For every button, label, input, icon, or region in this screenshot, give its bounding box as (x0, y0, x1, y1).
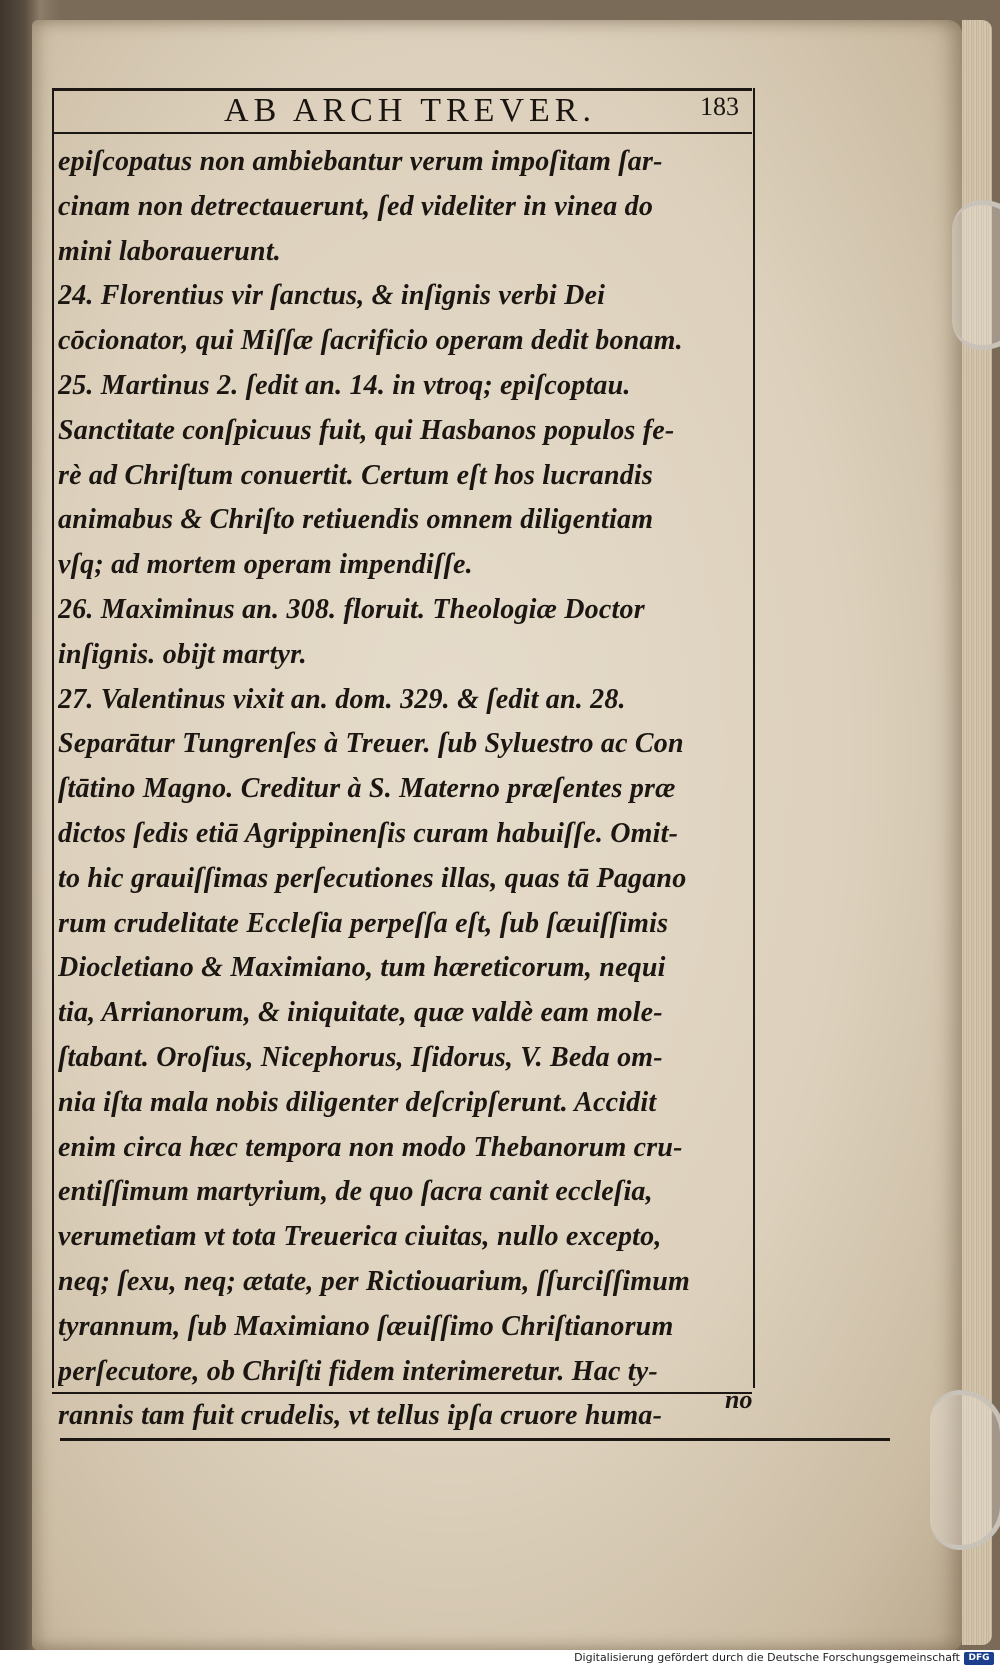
running-head: AB ARCH TREVER. (224, 92, 596, 129)
text-line: 26. Maximinus an. 308. floruit. Theologiæ Doctor (58, 593, 645, 625)
text-line: enim circa hæc tempora non modo Thebanorum cru- (58, 1131, 683, 1163)
text-line: tia, Arrianorum, & iniquitate, quæ valdè eam mole- (58, 997, 663, 1029)
header-rule (52, 132, 752, 134)
page-clip-top (952, 200, 1000, 350)
text-line: 27. Valentinus vixit an. dom. 329. & ſedit an. 28. (58, 683, 626, 715)
text-line: nia iſta mala nobis diligenter deſcripſerunt. Accidit (58, 1086, 657, 1118)
catchword: no (725, 1385, 753, 1414)
text-line: 25. Martinus 2. ſedit an. 14. in vtroq; epiſcoptau. (58, 369, 631, 401)
footer-credit: Digitalisierung gefördert durch die Deutsche Forschungsgemeinschaft (574, 1651, 960, 1664)
text-line: dictos ſedis etiā Agrippinenſis curam habuiſſe. Omit- (58, 817, 679, 849)
text-line: rè ad Chriſtum conuertit. Certum eſt hos lucrandis (58, 459, 653, 491)
text-line: cōcionator, qui Miſſæ ſacrificio operam dedit bonam. (58, 325, 683, 357)
text-line: rannis tam fuit crudelis, vt tellus ipſa cruore huma- (58, 1400, 663, 1432)
text-line: Separātur Tungrenſes à Treuer. ſub Syluestro ac Con (58, 728, 684, 760)
text-line: vſq; ad mortem operam impendiſſe. (58, 549, 473, 581)
frame-rule-top (52, 88, 752, 91)
folio-number: 183 (700, 92, 739, 121)
page-clip-bottom (930, 1390, 1000, 1550)
text-line: animabus & Chriſto retiuendis omnem diligentiam (58, 504, 654, 536)
text-line: ſtātino Magno. Creditur à S. Materno præſentes præ (58, 773, 676, 805)
text-line: Sanctitate conſpicuus fuit, qui Hasbanos populos fe- (58, 414, 675, 446)
text-line: perſecutore, ob Chriſti fidem interimeretur. Hac ty- (58, 1355, 658, 1387)
text-line: inſignis. obijt martyr. (58, 638, 307, 670)
footer-bar (0, 1650, 1000, 1667)
dfg-logo-icon: DFG (964, 1652, 994, 1665)
text-line: entiſſimum martyrium, de quo ſacra canit eccleſia, (58, 1176, 653, 1208)
text-line: verumetiam vt tota Treuerica ciuitas, nullo excepto, (58, 1221, 662, 1253)
text-line: cinam non detrectauerunt, ſed videliter in vinea do (58, 190, 654, 222)
text-line: tyrannum, ſub Maximiano ſæuiſſimo Chriſtianorum (58, 1310, 674, 1342)
text-block (58, 140, 758, 1439)
text-line: neq; ſexu, neq; ætate, per Rictiouarium, ſſurciſſimum (58, 1265, 691, 1297)
text-line: rum crudelitate Eccleſia perpeſſa eſt, ſub ſæuiſſimis (58, 907, 669, 939)
text-line: epiſcopatus non ambiebantur verum impoſitam ſar- (58, 146, 663, 177)
frame-rule-left (52, 88, 54, 1388)
text-line: Diocletiano & Maximiano, tum hæreticorum, nequi (58, 952, 666, 984)
text-line: 24. Florentius vir ſanctus, & inſignis verbi Dei (58, 280, 606, 312)
text-line: to hic grauiſſimas perſecutiones illas, quas tā Pagano (58, 862, 687, 894)
text-line: ſtabant. Oroſius, Nicephorus, Iſidorus, V. Beda om- (58, 1041, 663, 1073)
text-line: mini laborauerunt. (58, 235, 282, 267)
